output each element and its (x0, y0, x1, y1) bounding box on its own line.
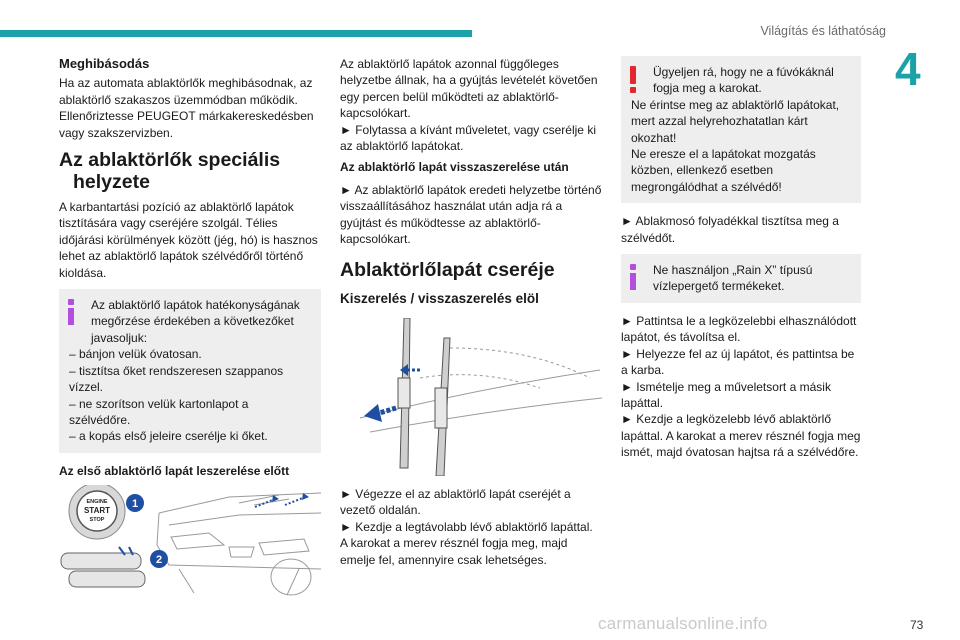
button-text-start: START (83, 506, 111, 516)
info-icon (630, 264, 636, 290)
car-illustration (157, 493, 321, 595)
warning-note (621, 56, 861, 203)
info-note-rainx (621, 254, 861, 303)
info-note (59, 289, 321, 453)
callout-2-label: 2 (155, 554, 163, 567)
column-2 (340, 56, 602, 568)
info-note-item: – a kopás első jeleire cserélje ki őket. (69, 429, 268, 444)
warning-note-line: Ne érintse meg az ablaktörlő lapátokat, mert azzal helyrehozhatatlan kárt okozhat! (631, 97, 840, 145)
restore-step: ► Az ablaktörlő lapátok eredeti helyzetbe történő visszaállításához használat után adja rá a gyújtást és működtesse az ablaktörlő-kapcsolókart. (340, 182, 602, 247)
info-note-item: – ne szorítson velük kartonlapot a szélvédőre. (69, 396, 249, 427)
figure-start-stop-and-stalk (59, 485, 321, 600)
warning-icon (630, 66, 636, 92)
info-note-item: – bánjon velük óvatosan. (69, 347, 202, 362)
wiper-blade-icon (398, 318, 450, 476)
after-refit-heading: Az ablaktörlő lapát visszaszerelése után (340, 160, 569, 175)
info-icon (68, 299, 74, 325)
callout-1 (126, 494, 144, 512)
repeat-step: ► Ismételje meg a műveletsort a másik lapáttal. (621, 379, 831, 410)
info-note-rainx-text: Ne használjon „Rain X” típusú vízlepergető termékeket. (653, 263, 813, 294)
chapter-number: 4 (895, 43, 921, 95)
info-note-intro: Az ablaktörlő lapátok hatékonyságának megőrzése érdekében a következőket javasoljuk: (91, 298, 300, 345)
remove-blade-step: ► Pattintsa le a legközelebbi elhasználódott lapátot, és távolítsa el. (621, 313, 857, 345)
section-title: Világítás és láthatóság (760, 24, 886, 38)
front-removal-heading: Kiszerelés / visszaszerelés elöl (340, 291, 539, 307)
before-removal-heading: Az első ablaktörlő lapát leszerelése előtt (59, 463, 290, 478)
info-note-item: – tisztítsa őket rendszeresen szappanos vízzel. (69, 363, 284, 395)
vertical-position-text: Az ablaktörlő lapátok azonnal függőleges helyzetbe állnak, ha a gyújtás levételét követően egy percen belül működteti az ablaktörlő-kapcsolókart. (340, 57, 598, 121)
wiper-stalk-icon (61, 547, 145, 587)
warning-note-line: Ne eresze el a lapátokat mozgatás közben, ellenkező esetben megrongálódhat a szélvédő! (631, 147, 816, 194)
figure-wiper-raise (340, 318, 602, 476)
clean-windscreen-step: ► Ablakmosó folyadékkal tisztítsa meg a szélvédőt. (621, 214, 839, 245)
special-position-heading (59, 149, 321, 193)
nearest-blade-step: ► Kezdje a legközelebb lévő ablaktörlő lapáttal. A karokat a merev résznél fogja meg ismét, majd óvatosan hajtsa rá a szélvédőre. (621, 412, 861, 460)
special-position-text: A karbantartási pozíció az ablaktörlő lapátok tisztítására vagy cseréjére szolgál. Télies időjárási körülmények között (jég, hó) is hasznos lehet az ablaktörlő lapátok szélvédőről történő kioldása. (59, 200, 318, 280)
callout-2 (150, 550, 168, 568)
driver-side-step: ► Végezze el az ablaktörlő lapát cseréjét a vezető oldalán. (340, 486, 571, 518)
warning-note-first: Ügyeljen rá, hogy ne a fúvókáknál fogja meg a karokat. (653, 65, 834, 96)
callout-1-label: 1 (131, 498, 139, 511)
blade-replacement-heading: Ablaktörlőlapát cseréje (340, 259, 555, 282)
page-number: 73 (910, 618, 924, 632)
column-1 (59, 56, 321, 606)
button-text-engine: ENGINE (86, 499, 108, 506)
farthest-blade-step: ► Kezdje a legtávolabb lévő ablaktörlő lapáttal. A karokat a merev résznél fogja meg, majd emelje fel, amennyire csak lehetséges. (340, 519, 593, 567)
special-position-heading-line2: helyzete (73, 171, 150, 194)
fit-blade-step: ► Helyezze fel az új lapátot, és pattintsa be a karba. (621, 346, 855, 378)
special-position-heading-line1: Az ablaktörlők speciális (59, 149, 281, 172)
column-3 (621, 56, 861, 461)
malfunction-heading: Meghibásodás (59, 56, 150, 71)
malfunction-text: Ha az automata ablaktörlők meghibásodnak, az ablaktörlő szakaszos üzemmódban működik. Ellenőriztesse PEUGEOT márkakereskedésben vagy szakszervizben. (59, 76, 314, 140)
header-accent-bar (0, 30, 472, 37)
start-stop-button-icon (69, 485, 125, 539)
continue-step: ► Folytassa a kívánt műveletet, vagy cserélje ki az ablaktörlő lapátokat. (340, 122, 596, 154)
watermark: carmanualsonline.info (598, 614, 768, 633)
button-text-stop: STOP (89, 517, 105, 524)
